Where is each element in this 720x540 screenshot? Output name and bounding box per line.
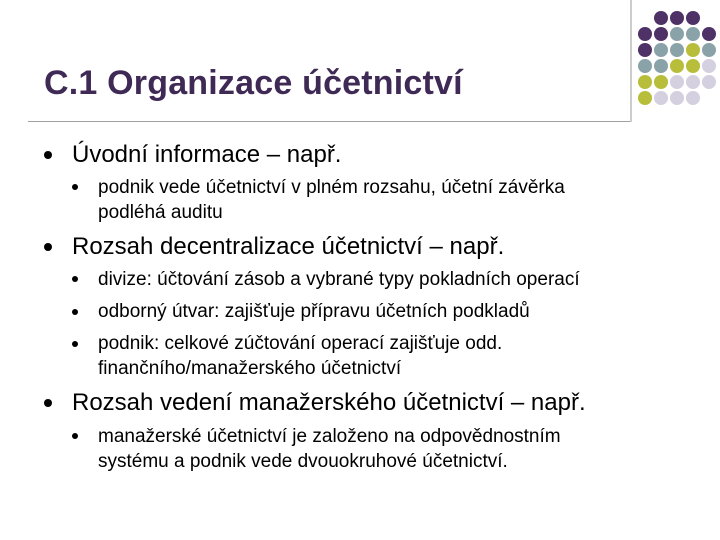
bullet-2-text: Rozsah decentralizace účetnictví – např. bbox=[72, 233, 505, 260]
decorative-dot bbox=[638, 59, 652, 73]
decorative-dot bbox=[670, 91, 684, 105]
bullet-marker bbox=[44, 399, 52, 407]
sub-bullet-1-1-line1: podnik vede účetnictví v plném rozsahu, účetní závěrka bbox=[98, 177, 565, 198]
decorative-dot bbox=[670, 75, 684, 89]
decorative-dot bbox=[638, 91, 652, 105]
slide-title: C.1 Organizace účetnictví bbox=[44, 64, 463, 102]
sub-bullet-2-1: divize: účtování zásob a vybrané typy pokladních operací bbox=[98, 269, 580, 290]
decorative-dot bbox=[686, 43, 700, 57]
sub-bullet-3-1-line2: systému a podnik vede dvouokruhové účetnictví. bbox=[98, 451, 508, 472]
decorative-dot bbox=[654, 91, 668, 105]
decorative-dot bbox=[654, 43, 668, 57]
decorative-dot bbox=[686, 59, 700, 73]
decorative-dot bbox=[686, 91, 700, 105]
decorative-dot bbox=[670, 43, 684, 57]
decorative-dot bbox=[638, 43, 652, 57]
bullet-marker bbox=[44, 243, 52, 251]
sub-bullet-2-3-line1: podnik: celkové zúčtování operací zajišťuje odd. bbox=[98, 333, 503, 354]
sub-bullet-1-1-line2: podléhá auditu bbox=[98, 202, 223, 223]
bullet-3-text: Rozsah vedení manažerského účetnictví – např. bbox=[72, 389, 586, 416]
decorative-dot bbox=[686, 27, 700, 41]
decorative-dot bbox=[670, 27, 684, 41]
sub-bullet-marker bbox=[72, 309, 78, 315]
title-divider bbox=[28, 121, 630, 122]
sub-bullet-2-2: odborný útvar: zajišťuje přípravu účetních podkladů bbox=[98, 301, 530, 322]
decorative-dot bbox=[702, 75, 716, 89]
bullet-1-text: Úvodní informace – např. bbox=[72, 141, 342, 168]
sub-bullet-marker bbox=[72, 341, 78, 347]
decorative-dot bbox=[670, 59, 684, 73]
decorative-dot bbox=[686, 75, 700, 89]
bullet-marker bbox=[44, 151, 52, 159]
decorative-dot bbox=[702, 27, 716, 41]
decorative-dot bbox=[638, 27, 652, 41]
sub-bullet-marker bbox=[72, 433, 78, 439]
decorative-dot bbox=[702, 59, 716, 73]
decorative-dot bbox=[654, 59, 668, 73]
decorative-dot bbox=[702, 43, 716, 57]
decorative-dot bbox=[654, 11, 668, 25]
decorative-dot bbox=[638, 75, 652, 89]
decorative-dot bbox=[654, 75, 668, 89]
sub-bullet-marker bbox=[72, 184, 78, 190]
sub-bullet-2-3-line2: finančního/manažerského účetnictví bbox=[98, 358, 402, 379]
sub-bullet-3-1-line1: manažerské účetnictví je založeno na odpovědnostním bbox=[98, 426, 561, 447]
sub-bullet-marker bbox=[72, 276, 78, 282]
decorative-dot bbox=[670, 11, 684, 25]
decorative-dot bbox=[654, 27, 668, 41]
decorative-dot bbox=[686, 11, 700, 25]
